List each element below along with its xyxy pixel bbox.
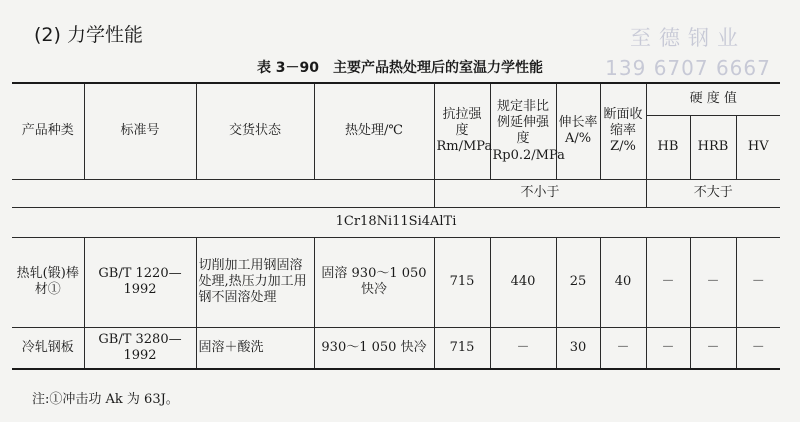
cell-reduction: 40 xyxy=(600,237,646,327)
cell-yield: 440 xyxy=(490,237,556,327)
cell-hv: － xyxy=(736,237,780,327)
cell-elongation: 25 xyxy=(556,237,600,327)
cell-elongation: 30 xyxy=(556,327,600,369)
header-heat-treatment: 热处理/℃ xyxy=(314,83,434,179)
cell-hrb: － xyxy=(690,327,736,369)
cell-delivery: 固溶＋酸洗 xyxy=(196,327,314,369)
table-row xyxy=(12,237,780,327)
cell-hv: － xyxy=(736,327,780,369)
cell-tensile: 715 xyxy=(434,327,490,369)
header-hardness: 硬 度 值 xyxy=(646,83,780,115)
header-blank xyxy=(12,179,434,207)
cell-yield: － xyxy=(490,327,556,369)
cell-heat-treatment: 固溶 930～1 050 快冷 xyxy=(314,237,434,327)
header-hb: HB xyxy=(646,115,690,179)
cell-hb: － xyxy=(646,327,690,369)
cell-product: 冷轧钢板 xyxy=(12,327,84,369)
table-row xyxy=(12,327,780,369)
watermark-phone: 139 6707 6667 xyxy=(605,56,771,80)
footnote: 注:①冲击功 Ak 为 63J。 xyxy=(32,392,179,407)
header-hrb: HRB xyxy=(690,115,736,179)
properties-table xyxy=(12,82,780,370)
cell-standard: GB/T 1220—1992 xyxy=(84,237,196,327)
header-reduction: 断面收缩率Z/% xyxy=(600,83,646,179)
header-tensile: 抗拉强度Rm/MPa xyxy=(434,83,490,179)
watermark-name: 至德钢业 xyxy=(630,26,746,50)
grade-row: 1Cr18Ni11Si4AlTi xyxy=(12,207,780,237)
header-delivery: 交货状态 xyxy=(196,83,314,179)
cell-hrb: － xyxy=(690,237,736,327)
header-product: 产品种类 xyxy=(12,83,84,179)
cell-reduction: － xyxy=(600,327,646,369)
cell-standard: GB/T 3280—1992 xyxy=(84,327,196,369)
section-title: (2) 力学性能 xyxy=(34,24,143,46)
header-standard: 标准号 xyxy=(84,83,196,179)
header-hv: HV xyxy=(736,115,780,179)
cell-delivery: 切削加工用钢固溶处理,热压力加工用钢不固溶处理 xyxy=(196,237,314,327)
cell-hb: － xyxy=(646,237,690,327)
cell-product: 热轧(锻)棒材① xyxy=(12,237,84,327)
table-title: 表 3－90 主要产品热处理后的室温力学性能 xyxy=(256,60,544,76)
header-elongation: 伸长率A/% xyxy=(556,83,600,179)
cell-heat-treatment: 930～1 050 快冷 xyxy=(314,327,434,369)
cell-tensile: 715 xyxy=(434,237,490,327)
header-not-more: 不大于 xyxy=(646,179,780,207)
header-yield: 规定非比例延伸强度Rp0.2/MPa xyxy=(490,83,556,179)
header-not-less: 不小于 xyxy=(434,179,646,207)
